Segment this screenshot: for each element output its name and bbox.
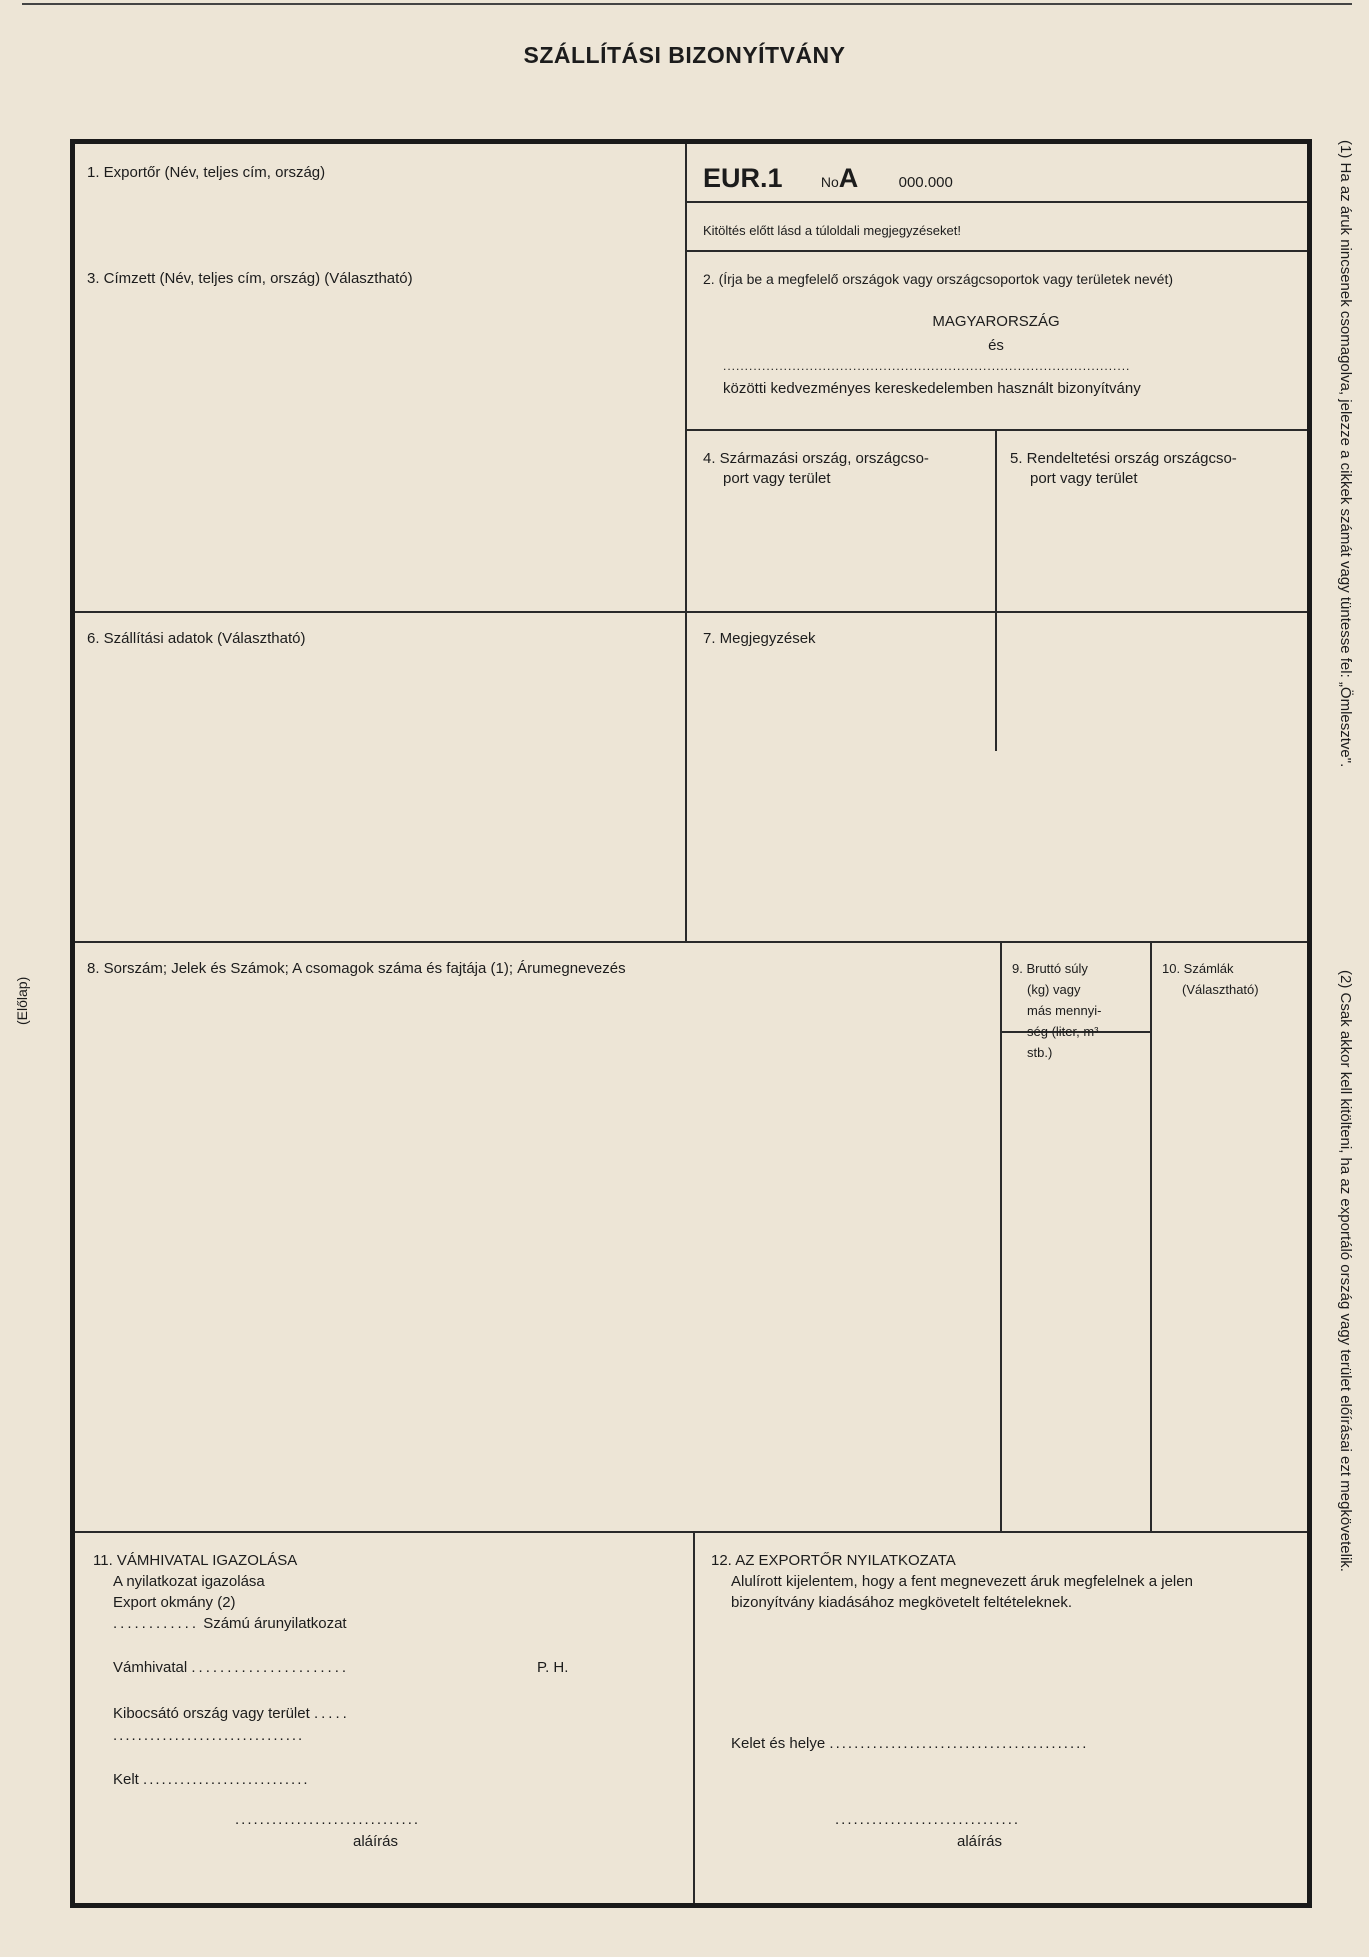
box-8-label: 8. Sorszám; Jelek és Számok; A csomagok száma és fajtája (1); Árumegnevezés xyxy=(87,960,626,977)
divider xyxy=(685,144,687,942)
top-rule xyxy=(22,3,1352,5)
box-2-label: 2. (Írja be a megfelelő országok vagy országcsoportok vagy területek nevét) xyxy=(703,271,1174,287)
divider xyxy=(995,429,997,751)
box-1-label: 1. Exportőr (Név, teljes cím, ország) xyxy=(87,164,326,181)
divider xyxy=(75,941,1307,943)
exporter-signature-dots: .............................. xyxy=(835,1811,1021,1828)
box-9-line5: stb.) xyxy=(1027,1045,1053,1060)
box-11-line3 xyxy=(113,1614,347,1634)
divider xyxy=(685,250,1307,252)
divider xyxy=(685,201,1307,203)
partner-country-dots: .............................................................................................. xyxy=(723,359,1131,373)
issuing-country-dots-2: ............................... xyxy=(113,1727,305,1744)
declaration-number-dots: ............ xyxy=(113,1615,200,1632)
issuing-country-dots: ..... xyxy=(313,1705,350,1722)
box-11-line1: A nyilatkozat igazolása xyxy=(113,1573,265,1590)
divider xyxy=(1000,941,1002,1532)
certificate-number xyxy=(703,162,953,199)
box-7-label: 7. Megjegyzések xyxy=(703,630,816,647)
customs-signature-label: aláírás xyxy=(353,1833,399,1850)
box-11-title: 11. VÁMHIVATAL IGAZOLÁSA xyxy=(93,1552,298,1569)
divider xyxy=(75,1531,1307,1533)
declaration-number-label: Számú árunyilatkozat xyxy=(203,1615,347,1632)
divider xyxy=(75,611,1307,613)
box-9-line1: 9. Bruttó súly xyxy=(1012,961,1088,976)
box-12-line1: Alulírott kijelentem, hogy a fent megnevezett áruk megfelelnek a jelen xyxy=(731,1573,1193,1590)
exporter-signature-label: aláírás xyxy=(957,1833,1003,1850)
date-dots: ........................... xyxy=(143,1771,310,1788)
country-hungary: MAGYARORSZÁG xyxy=(932,313,1060,330)
date-line xyxy=(113,1770,310,1790)
box-10-line2: (Választható) xyxy=(1182,982,1259,997)
box-5-line1: 5. Rendeltetési ország országcso- xyxy=(1010,450,1237,467)
date-label: Kelt xyxy=(113,1771,139,1788)
side-note-2: (2) Csak akkor kell kitölteni, ha az exportáló ország vagy terület előírásai ezt megkövetelik. xyxy=(1337,970,1354,1572)
and-conjunction: és xyxy=(988,337,1004,354)
no-label: No xyxy=(820,174,839,190)
place-date-line xyxy=(731,1734,1088,1754)
stamp-label: P. H. xyxy=(537,1659,569,1676)
no-letter: A xyxy=(838,163,859,193)
box-6-label: 6. Szállítási adatok (Választható) xyxy=(87,630,306,647)
divider xyxy=(693,1531,695,1903)
box-4-line2: port vagy terület xyxy=(723,470,831,487)
eur1-form xyxy=(70,139,1312,1908)
box-11-line2: Export okmány (2) xyxy=(113,1594,236,1611)
box-5-line2: port vagy terület xyxy=(1030,470,1138,487)
side-note-1: (1) Ha az áruk nincsenek csomagolva, jelezze a cikkek számát vagy tüntesse fel: „Ömlesztve". xyxy=(1337,140,1354,768)
box-9-line2: (kg) vagy xyxy=(1027,982,1081,997)
front-page-note: (Előlap) xyxy=(14,976,30,1025)
issuing-country-label: Kibocsátó ország vagy terület xyxy=(113,1705,310,1722)
place-date-label: Kelet és helye xyxy=(731,1735,826,1752)
customs-office-line xyxy=(113,1658,349,1678)
divider xyxy=(1150,941,1152,1532)
place-date-dots: .......................................... xyxy=(829,1735,1089,1752)
serial-number: 000.000 xyxy=(898,174,953,191)
box-9-line4: ség (liter, m³ xyxy=(1027,1024,1099,1039)
box-12-title: 12. AZ EXPORTŐR NYILATKOZATA xyxy=(711,1552,956,1569)
instruction-note: Kitöltés előtt lásd a túloldali megjegyzéseket! xyxy=(703,223,961,238)
certificate-code: EUR.1 xyxy=(703,163,783,193)
box-3-label: 3. Címzett (Név, teljes cím, ország) (Választható) xyxy=(87,270,413,287)
customs-signature-dots: .............................. xyxy=(235,1811,421,1828)
box-4-line1: 4. Származási ország, országcso- xyxy=(703,450,929,467)
box-12-line2: bizonyítvány kiadásához megkövetelt feltételeknek. xyxy=(731,1594,1073,1611)
page-title: SZÁLLÍTÁSI BIZONYÍTVÁNY xyxy=(523,42,846,68)
box-10-line1: 10. Számlák xyxy=(1162,961,1234,976)
customs-office-dots: ...................... xyxy=(191,1659,350,1676)
customs-office-label: Vámhivatal xyxy=(113,1659,188,1676)
box-9-line3: más mennyi- xyxy=(1027,1003,1102,1018)
preferential-trade-note: közötti kedvezményes kereskedelemben használt bizonyítvány xyxy=(723,380,1141,397)
issuing-country-line xyxy=(113,1704,350,1724)
